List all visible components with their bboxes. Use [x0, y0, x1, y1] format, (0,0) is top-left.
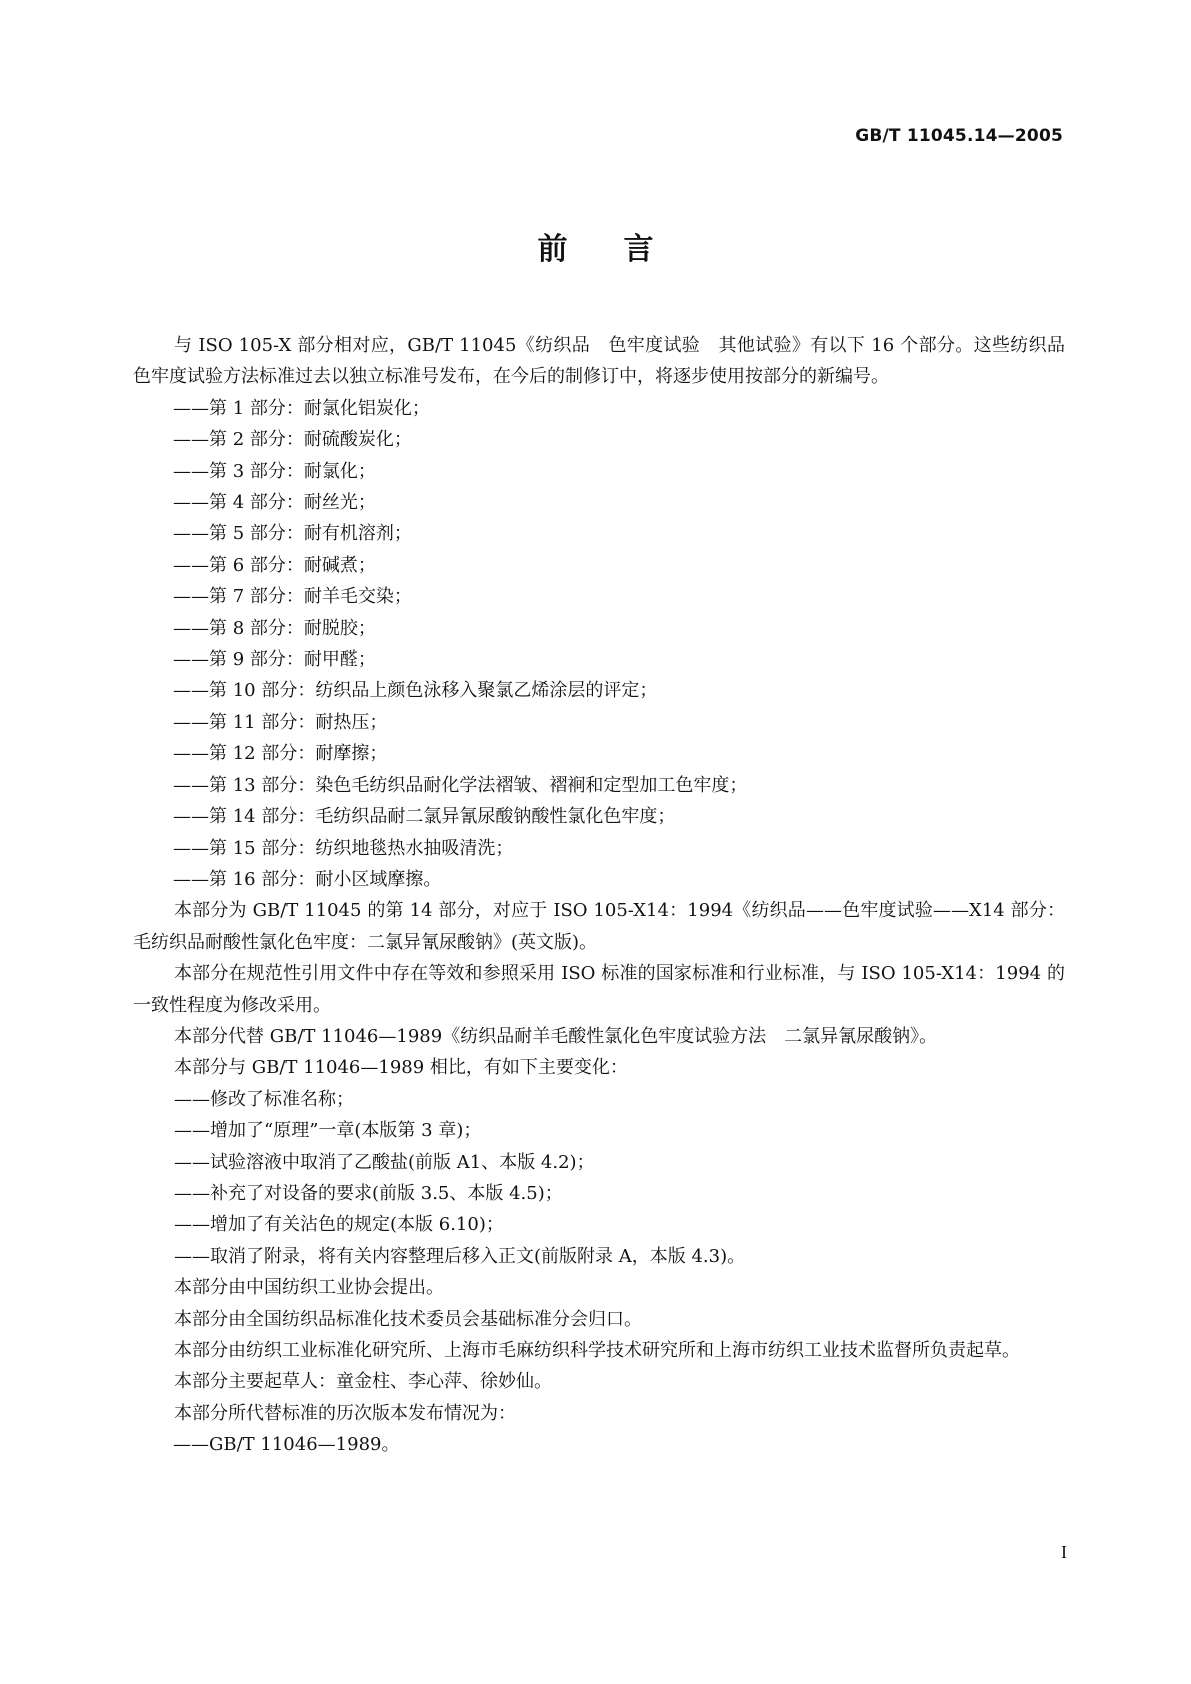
paragraph: 本部分所代替标准的历次版本发布情况为： [174, 1402, 516, 1424]
paragraph: 本部分与 GB/T 11046—1989 相比，有如下主要变化： [174, 1057, 628, 1079]
list-item: ——第 13 部分：染色毛纺织品耐化学法褶皱、褶裥和定型加工色牢度； [173, 774, 748, 796]
paragraph: ——试验溶液中取消了乙酸盐(前版 A1、本版 4.2)； [174, 1151, 595, 1173]
list-item: ——第 2 部分：耐硫酸炭化； [173, 429, 412, 451]
paragraph: 本部分主要起草人：童金柱、李心萍、徐妙仙。 [174, 1371, 552, 1393]
paragraph: ——增加了有关沾色的规定(本版 6.10)； [174, 1214, 504, 1236]
list-item: ——第 9 部分：耐甲醛； [173, 649, 376, 671]
list-item: ——第 8 部分：耐脱胶； [173, 617, 376, 639]
paragraph: ——补充了对设备的要求(前版 3.5、本版 4.5)； [174, 1182, 563, 1204]
paragraph: 与 ISO 105-X 部分相对应，GB/T 11045《纺织品 色牢度试验 其他试验》有以下 16 个部分。这些纺织品色牢度试验方法标准过去以独立标准号发布，在今后的制修订中，将逐步使用按部分的新编号。 [133, 335, 1065, 388]
list-item: ——第 5 部分：耐有机溶剂； [173, 523, 412, 545]
paragraph: ——增加了“原理”一章(本版第 3 章)； [174, 1120, 482, 1142]
page-title: 前言 [537, 232, 710, 267]
list-item: ——第 12 部分：耐摩擦； [173, 743, 388, 765]
paragraph: 本部分由纺织工业标准化研究所、上海市毛麻纺织科学技术研究所和上海市纺织工业技术监督所负责起草。 [174, 1340, 1020, 1361]
list-item: ——第 16 部分：耐小区域摩擦。 [173, 868, 442, 890]
paragraph: 本部分由全国纺织品标准化技术委员会基础标准分会归口。 [174, 1308, 642, 1330]
page-number: I [1061, 1542, 1067, 1562]
paragraph: 本部分为 GB/T 11045 的第 14 部分，对应于 ISO 105-X14：1994《纺织品——色牢度试验——X14 部分：毛纺织品耐酸性氯化色牢度：二氯异氰尿酸钠》(英文版)。 [133, 900, 1065, 953]
list-item: ——第 7 部分：耐羊毛交染； [173, 586, 412, 608]
list-item: ——GB/T 11046—1989。 [173, 1434, 400, 1456]
list-item: ——第 4 部分：耐丝光； [173, 492, 376, 514]
foreword-body [133, 330, 1065, 1461]
list-item: ——第 1 部分：耐氯化铝炭化； [173, 397, 430, 419]
list-item: ——第 6 部分：耐碱煮； [173, 554, 376, 576]
paragraph: 本部分由中国纺织工业协会提出。 [174, 1277, 444, 1299]
paragraph: 本部分代替 GB/T 11046—1989《纺织品耐羊毛酸性氯化色牢度试验方法 二氯异氰尿酸钠》。 [174, 1025, 938, 1047]
list-item: ——第 11 部分：耐热压； [173, 711, 388, 733]
standard-number: GB/T 11045.14—2005 [855, 126, 1063, 146]
paragraph: 本部分在规范性引用文件中存在等效和参照采用 ISO 标准的国家标准和行业标准，与 ISO 105-X14：1994 的一致性程度为修改采用。 [133, 963, 1065, 1016]
list-item: ——第 14 部分：毛纺织品耐二氯异氰尿酸钠酸性氯化色牢度； [173, 806, 676, 828]
paragraph: ——修改了标准名称； [174, 1088, 354, 1110]
list-item: ——第 3 部分：耐氯化； [173, 460, 376, 482]
list-item: ——第 10 部分：纺织品上颜色泳移入聚氯乙烯涂层的评定； [173, 680, 658, 702]
list-item: ——第 15 部分：纺织地毯热水抽吸清洗； [173, 837, 514, 859]
paragraph: ——取消了附录，将有关内容整理后移入正文(前版附录 A，本版 4.3)。 [174, 1245, 746, 1267]
